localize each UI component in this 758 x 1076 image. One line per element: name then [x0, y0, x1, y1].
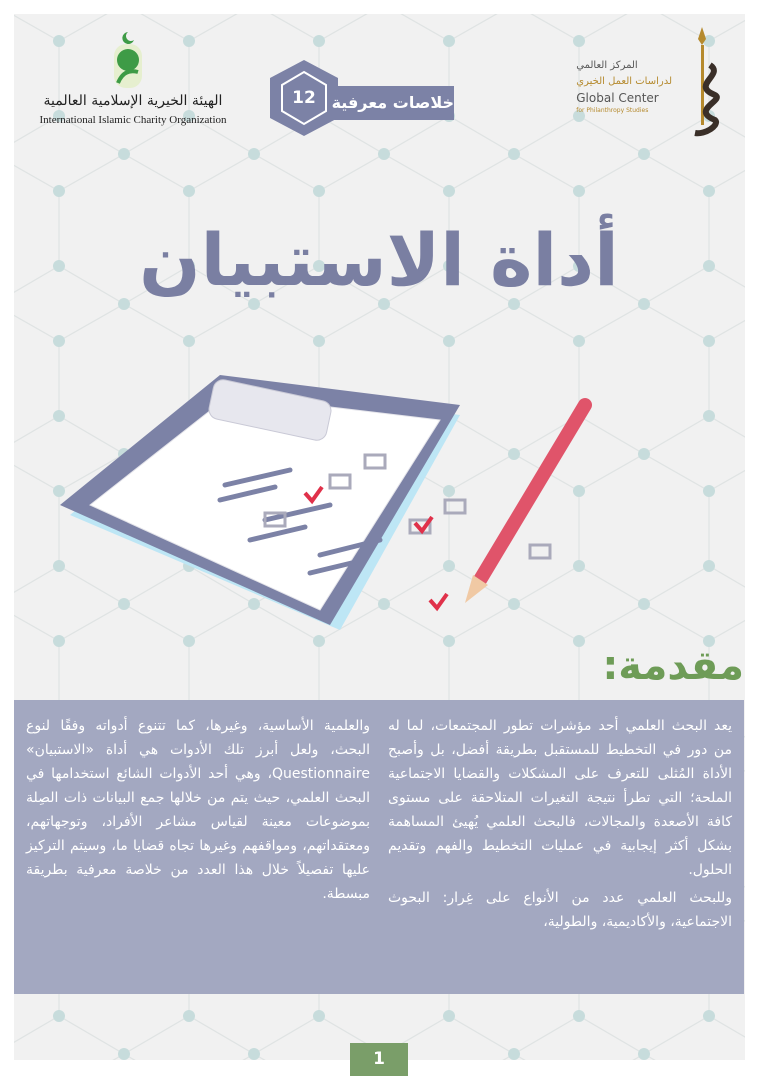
logo-english-line2: for Philanthropy Studies [576, 107, 649, 114]
global-center-logo [560, 25, 730, 140]
left-column [26, 714, 370, 910]
series-badge [264, 58, 494, 138]
logo-english-name: International Islamic Charity Organization [39, 114, 227, 126]
globe-hand-emblem-icon [28, 30, 238, 90]
paragraph: يعد البحث العلمي أحد مؤشرات تطور المجتمعات، لما له من دور في التخطيط للمستقبل بطريقة أفضل، بل وأصبح الأداة المُثلى للتعرف على المشكلات والقضايا الاجتماعية الملحة؛ التي تطرأ نتيجة التغيرات المتلاحقة على مستوى كافة الأصعدة والمجالات، فالبحث العلمي يُهيئ المساهمة بشكل أكثر إيجابية في عمليات التخطيط والفهم وتقديم الحلول. [388, 718, 732, 878]
pen-calligraphy-icon [670, 25, 730, 140]
paragraph: والعلمية الأساسية، وغيرها، كما تتنوع أدواته وفقًا لنوع البحث، ولعل أبرز تلك الأدوات هي أداة «الاستبيان» Questionnaire، وهي أحد الأدوات الشائع استخدامها في البحث العلمي، حيث يتم من خلالها جمع البيانات ذات الصِلة بموضوعات معينة لقياس مشاعر الأفراد، وتوجهاتهم، ومعتقداتهم، ومواقفهم وغيرها تجاه قضايا ما، وسيتم التركيز عليها تفصيلاً خلال هذا العدد من خلاصة معرفية بطريقة مبسطة. [26, 718, 370, 902]
series-label: خلاصات معرفية [331, 93, 454, 112]
issue-number: 12 [292, 88, 316, 108]
paragraph: وللبحث العلمي عدد من الأنواع على غِرار: البحوث الاجتماعية، والأكاديمية، والطولية، [388, 890, 732, 930]
page-title: أداة الاستبيان [139, 218, 619, 302]
intro-text-box [14, 700, 744, 994]
clipboard-illustration [60, 365, 620, 635]
logo-arabic-line2: لدراسات العمل الخيري [576, 76, 672, 87]
logo-arabic-line1: المركز العالمي [576, 60, 638, 71]
iico-logo [28, 30, 238, 145]
right-column [388, 714, 732, 938]
section-heading: مقدمة: [602, 643, 744, 689]
logo-arabic-name: الهيئة الخيرية الإسلامية العالمية [43, 93, 223, 109]
logo-english-line1: Global Center [576, 91, 659, 105]
page-number: 1 [350, 1043, 408, 1076]
